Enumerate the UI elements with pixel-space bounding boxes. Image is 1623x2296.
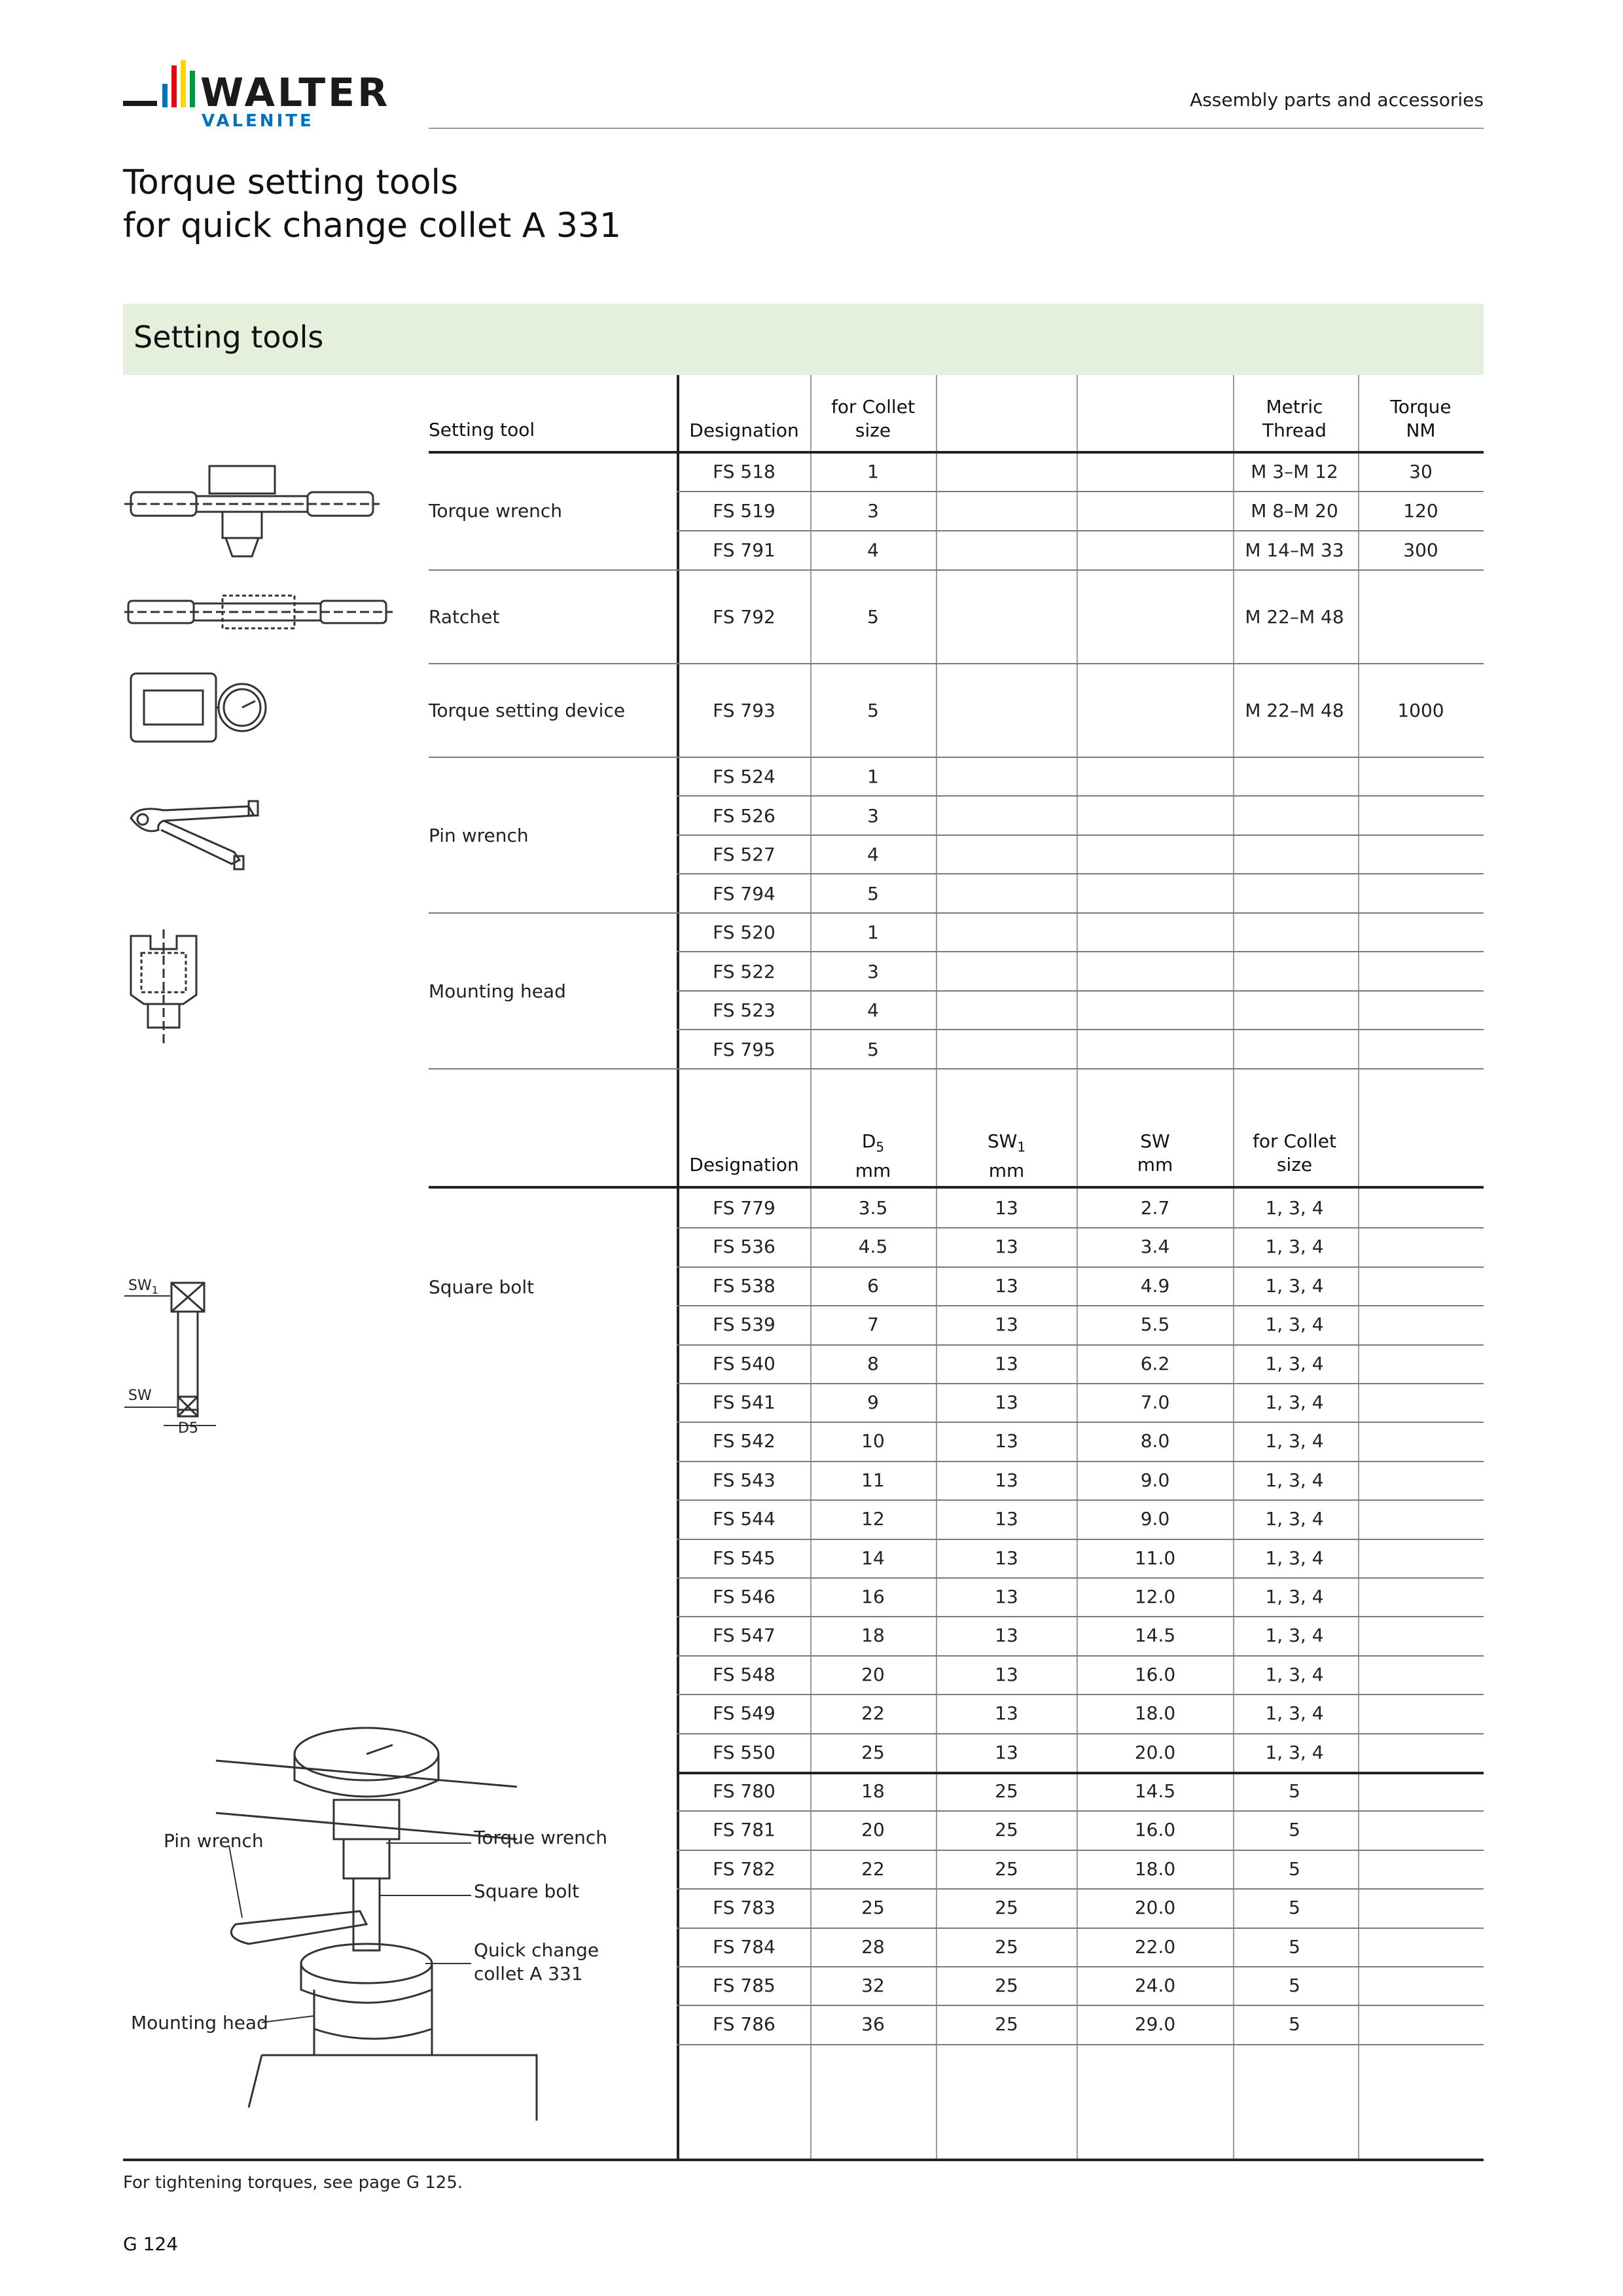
cell-collet: 1, 3, 4 <box>1265 1624 1324 1647</box>
cell-d5: 18 <box>861 1624 885 1647</box>
row-rule <box>677 834 1484 836</box>
group-rule <box>429 912 1484 914</box>
cell-sw: 8.0 <box>1140 1430 1170 1452</box>
cell-collet: 3 <box>867 805 879 827</box>
group-rule <box>429 663 1484 664</box>
page-title-line2: for quick change collet A 331 <box>123 206 622 245</box>
group-rule <box>429 757 1484 758</box>
cell-designation: FS 793 <box>713 700 776 721</box>
diagram-label-sw1: $SW_1$ <box>128 1278 158 1297</box>
group-rule <box>429 1068 1484 1069</box>
cell-collet: 4 <box>867 844 879 865</box>
cell-d5: 22 <box>861 1702 885 1725</box>
cell-sw: 14.5 <box>1134 1780 1176 1802</box>
row-rule <box>677 951 1484 952</box>
cell-designation: FS 548 <box>713 1663 776 1685</box>
page-number: G 124 <box>123 2233 179 2255</box>
cell-sw1: 13 <box>995 1430 1018 1452</box>
cell-designation: FS 784 <box>713 1935 776 1958</box>
cell-sw: 2.7 <box>1140 1197 1170 1219</box>
cell-collet: 1, 3, 4 <box>1265 1430 1324 1452</box>
table-bottom-rule-right <box>677 2159 1484 2161</box>
cell-designation: FS 527 <box>713 844 776 865</box>
row-rule <box>677 873 1484 874</box>
row-rule <box>677 1266 1484 1268</box>
cell-d5: 32 <box>861 1975 885 1996</box>
cell-sw1: 13 <box>995 1314 1018 1336</box>
header-divider <box>429 128 1484 129</box>
cell-designation: FS 547 <box>713 1624 776 1647</box>
tool-pin-wrench: Pin wrench <box>429 825 529 846</box>
cell-designation: FS 520 <box>713 922 776 943</box>
cell-designation: FS 524 <box>713 766 776 787</box>
tool-ratchet: Ratchet <box>429 606 500 628</box>
cell-collet: 5 <box>1289 2013 1300 2036</box>
table-bottom-rule-left <box>123 2159 679 2161</box>
cell-collet: 5 <box>867 883 879 905</box>
cell-collet: 3 <box>867 961 879 982</box>
cell-sw: 12.0 <box>1134 1586 1176 1607</box>
row-rule <box>677 1029 1484 1030</box>
cell-collet: 1, 3, 4 <box>1265 1663 1324 1685</box>
cell-collet: 1, 3, 4 <box>1265 1314 1324 1336</box>
ratchet-icon <box>124 589 393 635</box>
cell-sw: 29.0 <box>1134 2013 1176 2036</box>
cell-sw: 7.0 <box>1140 1391 1170 1413</box>
cell-designation: FS 780 <box>713 1780 776 1802</box>
cell-collet: 5 <box>1289 1897 1300 1919</box>
row-rule <box>677 1344 1484 1346</box>
cell-designation: FS 794 <box>713 883 776 905</box>
cell-designation: FS 782 <box>713 1857 776 1880</box>
cell-torque: 1000 <box>1397 700 1444 721</box>
cell-collet: 1, 3, 4 <box>1265 1547 1324 1569</box>
cell-collet: 4 <box>867 999 879 1021</box>
row-rule <box>677 1422 1484 1423</box>
torque-wrench-icon <box>124 458 380 563</box>
assembly-label-pin-wrench: Pin wrench <box>164 1830 264 1852</box>
torque-setting-device-icon <box>124 664 281 749</box>
cell-sw1: 25 <box>995 1780 1018 1802</box>
cell-designation: FS 783 <box>713 1897 776 1919</box>
cell-sw1: 13 <box>995 1391 1018 1413</box>
cell-sw1: 13 <box>995 1702 1018 1725</box>
cell-d5: 18 <box>861 1780 885 1802</box>
cell-sw: 20.0 <box>1134 1741 1176 1763</box>
row-rule <box>677 1928 1484 1929</box>
cell-sw: 22.0 <box>1134 1935 1176 1958</box>
th-torque: Torque NM <box>1390 396 1452 441</box>
cell-sw: 6.2 <box>1140 1352 1170 1374</box>
th2-d5: $D_5$ mm <box>855 1130 891 1181</box>
cell-sw1: 13 <box>995 1508 1018 1530</box>
cell-sw: 18.0 <box>1134 1702 1176 1725</box>
cell-d5: 20 <box>861 1819 885 1841</box>
th2-designation: Designation <box>689 1154 799 1175</box>
cell-designation: FS 546 <box>713 1586 776 1607</box>
cell-collet: 1, 3, 4 <box>1265 1236 1324 1258</box>
cell-collet: 3 <box>867 500 879 522</box>
table2-header-rule <box>429 1186 1484 1189</box>
logo-sub-text: VALENITE <box>202 111 314 131</box>
group-rule <box>429 569 1484 571</box>
assembly-diagram-icon <box>196 1715 563 2121</box>
row-rule <box>677 1850 1484 1851</box>
cell-designation: FS 791 <box>713 539 776 561</box>
cell-sw1: 13 <box>995 1236 1018 1258</box>
cell-d5: 8 <box>867 1352 879 1374</box>
row-rule <box>677 1227 1484 1229</box>
row-rule <box>677 1655 1484 1657</box>
row-rule <box>677 795 1484 797</box>
cell-torque: 120 <box>1403 500 1438 522</box>
row-rule <box>677 1810 1484 1812</box>
cell-sw1: 25 <box>995 2013 1018 2036</box>
cell-sw: 18.0 <box>1134 1857 1176 1880</box>
section-title: Setting tools <box>134 319 324 355</box>
cell-collet: 1, 3, 4 <box>1265 1197 1324 1219</box>
cell-sw: 3.4 <box>1140 1236 1170 1258</box>
cell-designation: FS 785 <box>713 1975 776 1996</box>
cell-sw: 20.0 <box>1134 1897 1176 1919</box>
th-metric-thread: Metric Thread <box>1262 396 1327 441</box>
cell-designation: FS 540 <box>713 1352 776 1374</box>
row-rule <box>677 1499 1484 1501</box>
page-title-line1: Torque setting tools <box>123 163 459 202</box>
cell-d5: 36 <box>861 2013 885 2036</box>
cell-sw1: 13 <box>995 1352 1018 1374</box>
cell-sw: 4.9 <box>1140 1274 1170 1297</box>
cell-sw: 5.5 <box>1140 1314 1170 1336</box>
cell-designation: FS 545 <box>713 1547 776 1569</box>
cell-collet: 1 <box>867 922 879 943</box>
cell-d5: 9 <box>867 1391 879 1413</box>
cell-sw1: 13 <box>995 1547 1018 1569</box>
table1-header-rule <box>429 451 1484 454</box>
row-rule <box>677 1461 1484 1462</box>
cell-thread: M 8–M 20 <box>1251 500 1338 522</box>
cell-sw: 9.0 <box>1140 1469 1170 1491</box>
cell-collet: 1, 3, 4 <box>1265 1352 1324 1374</box>
cell-collet: 1, 3, 4 <box>1265 1508 1324 1530</box>
cell-sw1: 13 <box>995 1741 1018 1763</box>
cell-d5: 25 <box>861 1897 885 1919</box>
assembly-label-torque-wrench: Torque wrench <box>474 1827 608 1848</box>
walter-valenite-logo <box>123 58 404 133</box>
header-section-label: Assembly parts and accessories <box>1190 89 1484 111</box>
cell-d5: 14 <box>861 1547 885 1569</box>
cell-sw: 24.0 <box>1134 1975 1176 1996</box>
cell-designation: FS 795 <box>713 1039 776 1060</box>
cell-sw: 11.0 <box>1134 1547 1176 1569</box>
row-rule <box>677 1772 1484 1774</box>
row-rule <box>677 1616 1484 1617</box>
cell-collet: 5 <box>1289 1935 1300 1958</box>
cell-sw1: 25 <box>995 1857 1018 1880</box>
cell-designation: FS 523 <box>713 999 776 1021</box>
cell-collet: 5 <box>1289 1819 1300 1841</box>
cell-thread: M 22–M 48 <box>1245 606 1344 628</box>
cell-sw1: 13 <box>995 1274 1018 1297</box>
cell-sw1: 25 <box>995 1975 1018 1996</box>
cell-collet: 1, 3, 4 <box>1265 1586 1324 1607</box>
row-rule <box>677 990 1484 992</box>
cell-designation: FS 536 <box>713 1236 776 1258</box>
cell-thread: M 22–M 48 <box>1245 700 1344 721</box>
cell-sw1: 25 <box>995 1897 1018 1919</box>
cell-d5: 7 <box>867 1314 879 1336</box>
cell-d5: 6 <box>867 1274 879 1297</box>
cell-sw1: 13 <box>995 1469 1018 1491</box>
tool-torque-setting-device: Torque setting device <box>429 700 626 721</box>
cell-collet: 5 <box>867 606 879 628</box>
page-title <box>123 161 621 247</box>
cell-sw1: 25 <box>995 1819 1018 1841</box>
cell-designation: FS 538 <box>713 1274 776 1297</box>
row-rule <box>677 1733 1484 1734</box>
cell-collet: 1 <box>867 766 879 787</box>
th-collet-size: for Collet size <box>831 396 915 441</box>
th2-collet-size: for Collet size <box>1253 1130 1336 1175</box>
cell-designation: FS 779 <box>713 1197 776 1219</box>
cell-designation: FS 544 <box>713 1508 776 1530</box>
tool-mounting-head: Mounting head <box>429 980 566 1002</box>
cell-collet: 1, 3, 4 <box>1265 1391 1324 1413</box>
cell-d5: 16 <box>861 1586 885 1607</box>
cell-designation: FS 542 <box>713 1430 776 1452</box>
cell-designation: FS 518 <box>713 461 776 482</box>
cell-designation: FS 541 <box>713 1391 776 1413</box>
cell-collet: 5 <box>867 1039 879 1060</box>
row-rule <box>677 2005 1484 2006</box>
cell-sw1: 13 <box>995 1624 1018 1647</box>
row-rule <box>677 491 1484 492</box>
cell-sw1: 13 <box>995 1197 1018 1219</box>
cell-collet: 1, 3, 4 <box>1265 1274 1324 1297</box>
row-rule <box>677 1577 1484 1579</box>
cell-d5: 28 <box>861 1935 885 1958</box>
cell-sw1: 13 <box>995 1663 1018 1685</box>
cell-d5: 12 <box>861 1508 885 1530</box>
cell-designation: FS 519 <box>713 500 776 522</box>
assembly-label-mounting-head: Mounting head <box>131 2012 268 2034</box>
cell-designation: FS 539 <box>713 1314 776 1336</box>
cell-collet: 5 <box>867 700 879 721</box>
diagram-label-sw: SW <box>128 1388 152 1404</box>
cell-collet: 5 <box>1289 1780 1300 1802</box>
mounting-head-icon <box>124 929 203 1047</box>
cell-sw1: 13 <box>995 1586 1018 1607</box>
cell-collet: 5 <box>1289 1857 1300 1880</box>
row-rule <box>677 1694 1484 1695</box>
cell-d5: 4.5 <box>858 1236 888 1258</box>
th-setting-tool: Setting tool <box>429 419 535 440</box>
cell-designation: FS 526 <box>713 805 776 827</box>
cell-torque: 300 <box>1403 539 1438 561</box>
cell-collet: 1, 3, 4 <box>1265 1741 1324 1763</box>
cell-designation: FS 550 <box>713 1741 776 1763</box>
cell-designation: FS 549 <box>713 1702 776 1725</box>
cell-sw: 16.0 <box>1134 1819 1176 1841</box>
tool-torque-wrench: Torque wrench <box>429 500 563 522</box>
cell-collet: 1 <box>867 461 879 482</box>
footnote: For tightening torques, see page G 125. <box>123 2173 463 2193</box>
diagram-label-d5: D5 <box>178 1420 198 1437</box>
cell-thread: M 14–M 33 <box>1245 539 1344 561</box>
cell-collet: 1, 3, 4 <box>1265 1469 1324 1491</box>
cell-thread: M 3–M 12 <box>1251 461 1338 482</box>
cell-sw: 9.0 <box>1140 1508 1170 1530</box>
row-rule <box>677 1888 1484 1890</box>
cell-sw: 14.5 <box>1134 1624 1176 1647</box>
th-designation: Designation <box>689 420 799 441</box>
cell-designation: FS 792 <box>713 606 776 628</box>
row-rule <box>677 2044 1484 2045</box>
row-rule <box>677 1383 1484 1384</box>
cell-d5: 22 <box>861 1857 885 1880</box>
row-rule <box>677 1966 1484 1967</box>
cell-torque: 30 <box>1409 461 1433 482</box>
tool-square-bolt: Square bolt <box>429 1276 535 1298</box>
cell-designation: FS 522 <box>713 961 776 982</box>
cell-d5: 11 <box>861 1469 885 1491</box>
cell-d5: 20 <box>861 1663 885 1685</box>
pin-wrench-icon <box>124 792 268 870</box>
logo-brand-text: WALTER <box>200 70 391 116</box>
cell-sw: 16.0 <box>1134 1663 1176 1685</box>
assembly-label-quick-change: Quick change collet A 331 <box>474 1939 599 1984</box>
th2-sw1: $SW_1$ mm <box>987 1130 1026 1181</box>
row-rule <box>677 530 1484 531</box>
cell-designation: FS 781 <box>713 1819 776 1841</box>
th2-sw: SW mm <box>1137 1130 1173 1175</box>
cell-collet: 1, 3, 4 <box>1265 1702 1324 1725</box>
cell-designation: FS 543 <box>713 1469 776 1491</box>
cell-sw1: 25 <box>995 1935 1018 1958</box>
cell-designation: FS 786 <box>713 2013 776 2036</box>
row-rule <box>677 1539 1484 1540</box>
cell-collet: 4 <box>867 539 879 561</box>
row-rule <box>677 1305 1484 1306</box>
assembly-label-square-bolt: Square bolt <box>474 1880 580 1902</box>
cell-d5: 10 <box>861 1430 885 1452</box>
cell-collet: 5 <box>1289 1975 1300 1996</box>
cell-d5: 3.5 <box>858 1197 888 1219</box>
section-band <box>123 304 1484 375</box>
cell-d5: 25 <box>861 1741 885 1763</box>
